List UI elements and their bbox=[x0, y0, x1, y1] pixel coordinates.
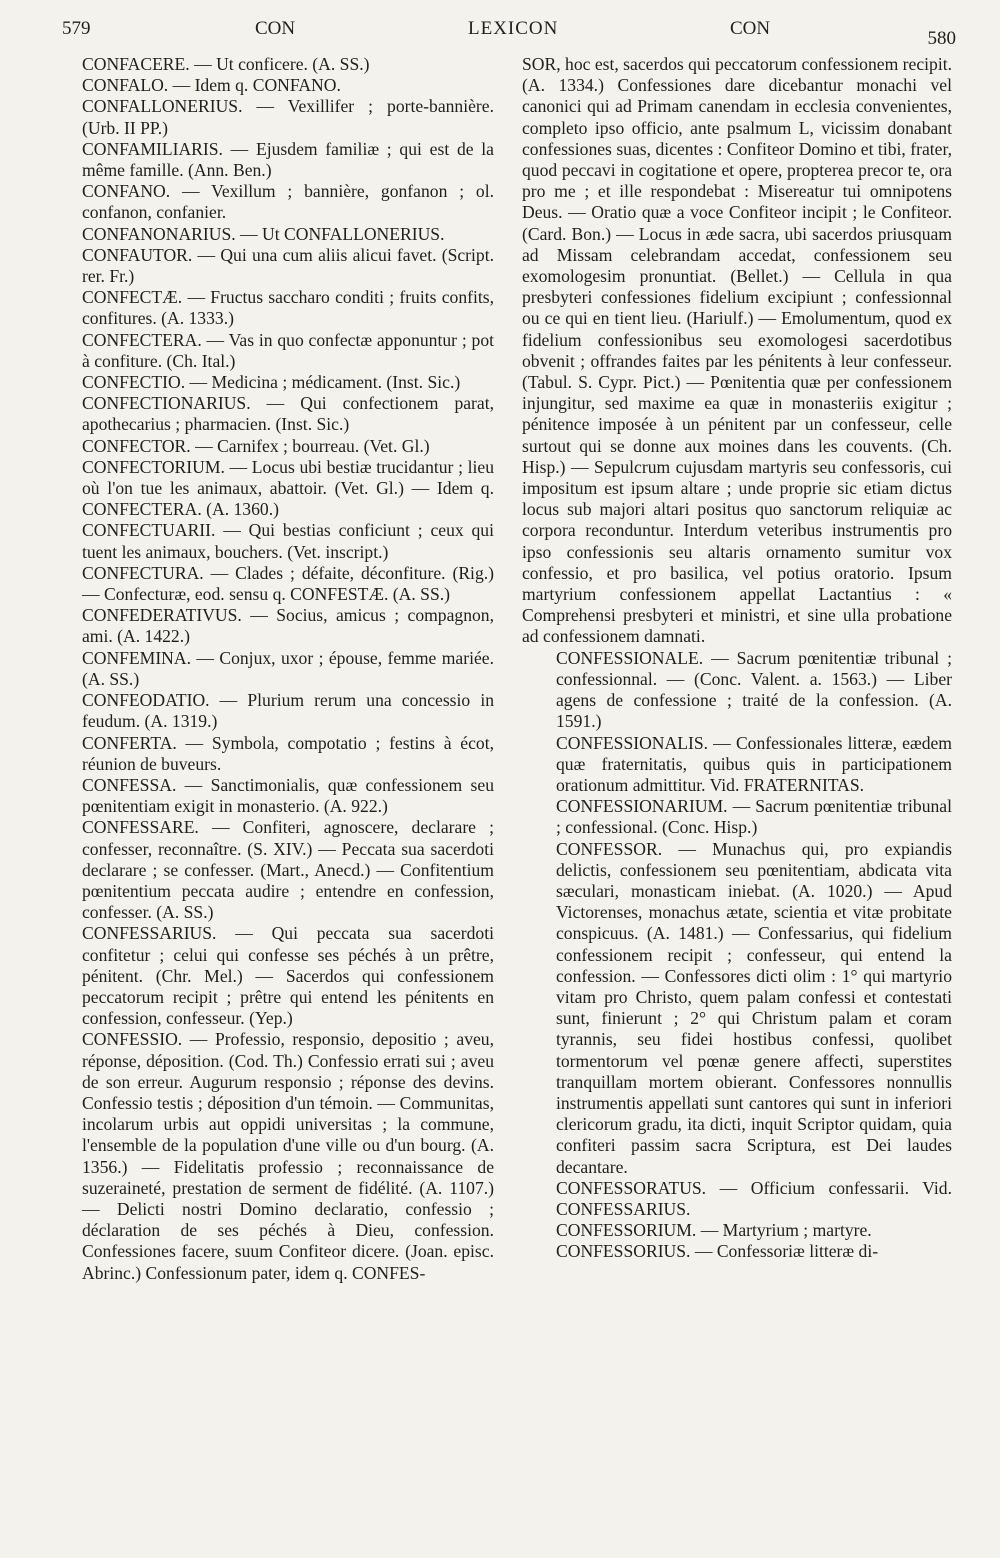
entry-confessorium: CONFESSORIUM. — Martyrium ; martyre. bbox=[556, 1220, 872, 1241]
entry-confector: CONFECTOR. — Carnifex ; bourreau. (Vet. Gl.) bbox=[82, 435, 430, 456]
entry-confessorius: CONFESSORIUS. — Confessoriæ litteræ di- bbox=[556, 1241, 879, 1262]
entry-confectura: CONFECTURA. — Clades ; défaite, déconfiture. (Rig.) — Confecturæ, eod. sensu q. CONFESTÆ. (A. SS.) bbox=[82, 562, 494, 605]
entry-confessare: CONFESSARE. — Confiteri, agnoscere, declarare ; confesser, reconnaître. (S. XIV.) — Peccata sua sacerdoti declarare ; se confesser. (Mart., Anecd.) — Confitentium pœnitentium peccata audire ; entendre en confession, confesser. (A. SS.) bbox=[82, 817, 494, 923]
page-number-left: 579 bbox=[62, 18, 91, 39]
entry-confessio: CONFESSIO. — Professio, responsio, depositio ; aveu, réponse, déposition. (Cod. Th.) Confessio errati sui ; aveu de son erreur. Augurum responsio ; réponse des devins. Confessio testis ; déposition d'un témoin. — Communitas, incolarum urbis aut oppidi universitas ; la commune, l'ensemble de la population d'une ville ou d'un bourg. (A. 1356.) — Fidelitatis professio ; reconnaissance de suzeraineté, prestation de serment de fidélité. (A. 1107.) — Delicti nostri Domino declaratio, confessio ; déclaration de ses péchés à Dieu, confession. Confessiones facere, suum Confiteor dicere. (Joan. episc. Abrinc.) Confessionum pater, idem q. CONFES- bbox=[82, 1029, 494, 1283]
entry-confessarius: CONFESSARIUS. — Qui peccata sua sacerdoti confitetur ; celui qui confesse ses péchés à un prêtre, pénitent. (Chr. Mel.) — Sacerdos qui confessionem peccatorum recipit ; prêtre qui entend les pénitents en confession, confesseur. (Yep.) bbox=[82, 923, 494, 1029]
entry-confanonarius: CONFANONARIUS. — Ut CONFALLONERIUS. bbox=[82, 223, 445, 244]
entry-confectera: CONFECTERA. — Vas in quo confectæ apponuntur ; pot à confiture. (Ch. Ital.) bbox=[82, 329, 494, 371]
left-column bbox=[48, 54, 494, 1284]
entry-confessionalis: CONFESSIONALIS. — Confessionales litteræ, eædem quæ fraternitatis, quibus quis in participationem orationum admittitur. Vid. FRATERNITAS. bbox=[556, 732, 952, 795]
entry-confeodatio: CONFEODATIO. — Plurium rerum una concessio in feudum. (A. 1319.) bbox=[82, 690, 494, 732]
entry-confessio-continued: SOR, hoc est, sacerdos qui peccatorum confessionem recipit. (A. 1334.) Confessiones dare dicebantur monachi vel canonici qui ad Primam canendam in ecclesia convenientes, completo ipso officio, ante psalmum L, vicissim donabant confessiones suas, dicentes : Confiteor Domino et tibi, frater, quod peccavi in cogitatione et opere, propterea precor te, ora pro me ; et ille respondebat : Misereatur tui omnipotens Deus. — Oratio quæ a voce Confiteor incipit ; le Confiteor. (Card. Bon.) — Locus in æde sacra, ubi sacerdos priusquam ad Missam celebrandam accedat, confessionem seu exomologesim pronuntiat. (Bellet.) — Cellula in qua presbyteri confessiones fidelium excipiunt ; confessionnal ou ce qui en tient lieu. (Hariulf.) — Emolumentum, quod ex fidelium confessionibus seu exomologesi sacerdotibus obvenit ; offrandes faites par les pénitents à leur confesseur. (Tabul. S. Cypr. Pict.) — Pœnitentia quæ per confessionem injungitur, sed maxime ea quæ in monasteriis exigitur ; pénitence imposée à un pénitent par un confesseur, celle surtout qui se donne aux moines dans les couvents. (Ch. Hisp.) — Sepulcrum cujusdam martyris seu confessoris, cui impositum est ipsum altare ; unde proprie sic etiam dictus locus sub majori altari positus quo sanctorum reliquiæ ac corpora reconduntur. Interdum veteribus instrumentis pro ipso confessionis seu altaris ornamento sumitur vox confessio, et pro basilica, vel potius oratorio. Ipsum martyrium confessionem appellat Lactantius : « Comprehensi presbyteri et ministri, et sine ulla probatione ad confessionem damnati. bbox=[522, 54, 952, 647]
entry-confectae: CONFECTÆ. — Fructus saccharo conditi ; fruits confits, confitures. (A. 1333.) bbox=[82, 287, 494, 329]
right-column bbox=[522, 54, 952, 1263]
entry-conferta: CONFERTA. — Symbola, compotatio ; festins à écot, réunion de buveurs. bbox=[82, 732, 494, 774]
page-number-right: 580 bbox=[927, 28, 956, 49]
entry-confallonerius: CONFALLONERIUS. — Vexillifer ; porte-bannière. (Urb. II PP.) bbox=[82, 96, 494, 138]
entry-confessor: CONFESSOR. — Munachus qui, pro expiandis delictis, confessionem seu pœnitentiam, abdicata vita sæculari, monasticam iniebat. (A. 1020.) — Apud Victorenses, monachus ætate, scientia et vitæ probitate conspicuus. (A. 1481.) — Confessarius, qui fidelium confessionem recipit ; confesseur, qui entend la confession. — Confessores dicti olim : 1° qui martyrio vitam pro Christo, quem palam confessi et contestati sunt, finierunt ; 2° qui Christum palam et coram tyrannis, seu fidei hostibus confessi, quolibet tormentorum vel pœnæ genere affecti, superstites tranquillam mortem obierant. Confessores nonnullis instrumentis appellati sunt cantores qui sunt in inferiori clericorum gradu, ita dicti, inquit Scriptor quidam, quia confiteri passim sacra Scriptura, est Dei laudes decantare. bbox=[556, 838, 952, 1177]
entry-confamiliaris: CONFAMILIARIS. — Ejusdem familiæ ; qui est de la même famille. (Ann. Ben.) bbox=[82, 138, 494, 181]
running-head-left: CON bbox=[255, 18, 296, 39]
entry-confederativus: CONFEDERATIVUS. — Socius, amicus ; compagnon, ami. (A. 1422.) bbox=[82, 605, 494, 647]
entry-confectuarii: CONFECTUARII. — Qui bestias conficiunt ; ceux qui tuent les animaux, bouchers. (Vet. inscript.) bbox=[82, 520, 494, 562]
entry-confessionarium: CONFESSIONARIUM. — Sacrum pœnitentiæ tribunal ; confessional. (Conc. Hisp.) bbox=[556, 796, 952, 838]
running-head-right: CON bbox=[730, 18, 771, 39]
entry-confalo: CONFALO. — Idem q. CONFANO. bbox=[82, 75, 341, 96]
entry-confessionale: CONFESSIONALE. — Sacrum pœnitentiæ tribunal ; confessionnal. — (Conc. Valent. a. 1563.) — Liber agens de confessione ; traité de la confession. (A. 1591.) bbox=[556, 647, 952, 732]
page-header bbox=[62, 18, 956, 52]
entry-confessoratus: CONFESSORATUS. — Officium confessarii. Vid. CONFESSARIUS. bbox=[556, 1177, 952, 1219]
entry-confautor: CONFAUTOR. — Qui una cum aliis alicui favet. (Script. rer. Fr.) bbox=[82, 244, 494, 287]
entry-confectio: CONFECTIO. — Medicina ; médicament. (Inst. Sic.) bbox=[82, 372, 461, 393]
entry-confectorium: CONFECTORIUM. — Locus ubi bestiæ trucidantur ; lieu où l'on tue les animaux, abattoir. (Vet. Gl.) — Idem q. CONFECTERA. (A. 1360.) bbox=[82, 456, 494, 520]
entry-confano: CONFANO. — Vexillum ; bannière, gonfanon ; ol. confanon, confanier. bbox=[82, 181, 494, 223]
entry-confessa: CONFESSA. — Sanctimonialis, quæ confessionem seu pœnitentiam exigit in monasterio. (A. 922.) bbox=[82, 774, 494, 817]
entry-confemina: CONFEMINA. — Conjux, uxor ; épouse, femme mariée. (A. SS.) bbox=[82, 647, 494, 689]
running-head-center: LEXICON bbox=[468, 18, 559, 39]
entry-confectionarius: CONFECTIONARIUS. — Qui confectionem parat, apothecarius ; pharmacien. (Inst. Sic.) bbox=[82, 393, 494, 435]
entry-confacere: CONFACERE. — Ut conficere. (A. SS.) bbox=[82, 54, 370, 74]
